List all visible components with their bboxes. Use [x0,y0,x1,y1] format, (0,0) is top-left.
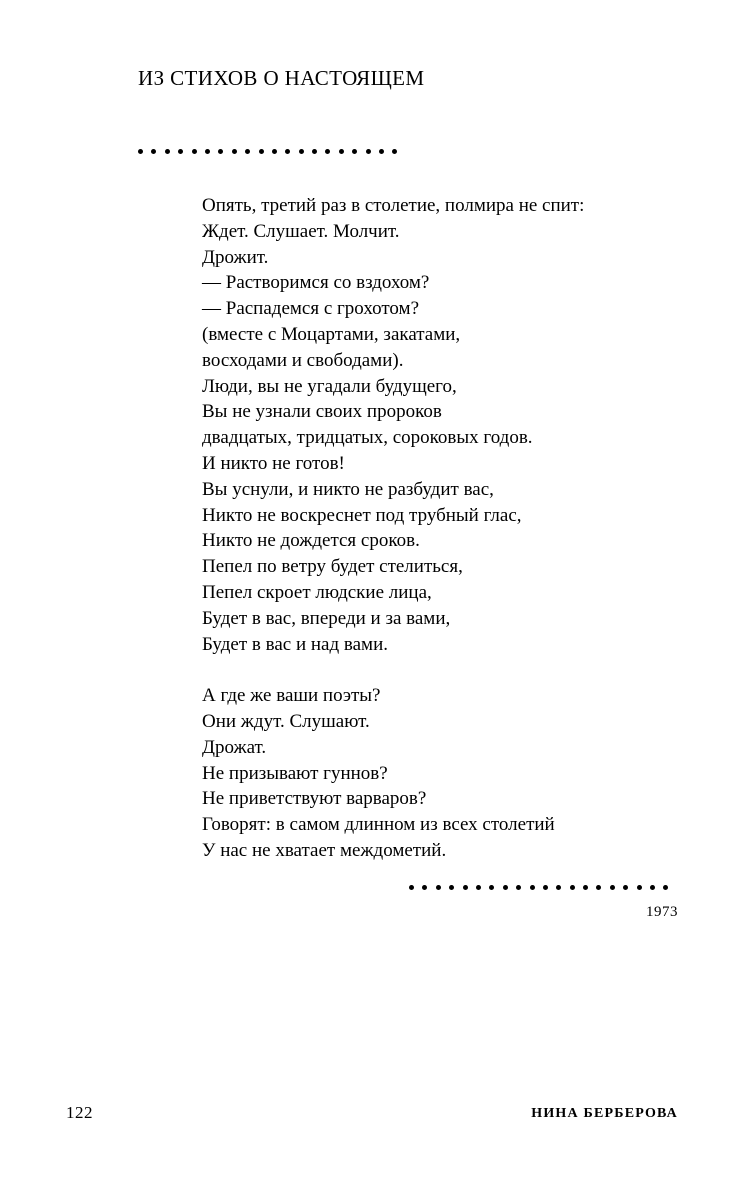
ornament-dot [178,149,183,154]
poem-line: Опять, третий раз в столетие, полмира не спит: [202,195,585,216]
ornament-dot [543,885,548,890]
ornament-dot [623,885,628,890]
ornament-dot [583,885,588,890]
poem-line: — Растворимся со вздохом? [202,272,430,294]
ornament-dot [449,885,454,890]
poem-line: А где же ваши поэты? [202,685,381,707]
poem-line: Не призывают гуннов? [202,762,388,784]
poem-line: Они ждут. Слушают. [202,710,370,732]
ornament-dot [151,149,156,154]
ornament-dot [650,885,655,890]
poem-line: Дрожит. [202,246,269,268]
page-number: 122 [66,1103,93,1122]
poem-line: И никто не готов! [202,452,345,474]
ornament-dot [392,149,397,154]
ornament-dot [232,149,237,154]
ornament-dot [285,149,290,154]
ornament-dot [556,885,561,890]
stanza-1 [202,193,584,657]
running-footer-author: НИНА БЕРБЕРОВА [531,1106,678,1121]
poem-line: (вместе с Моцартами, закатами, [202,323,461,345]
ornament-dot [379,149,384,154]
ornament-dot [325,149,330,154]
ornament-dot [516,885,521,890]
ornament-dot [366,149,371,154]
ornament-dot [436,885,441,890]
poem-line: Вы не узнали своих пророков [202,401,442,423]
top-dotted-ornament [138,149,406,154]
poem-line: Пепел скроет людские лица, [202,581,432,603]
poem-line: Не приветствуют варваров? [202,788,427,810]
poem-line: Ждет. Слушает. Молчит. [202,220,400,242]
ornament-dot [476,885,481,890]
poem-line: двадцатых, тридцатых, сороковых годов. [202,427,533,449]
poem-year: 1973 [646,904,678,920]
ornament-dot [192,149,197,154]
ornament-dot [663,885,668,890]
ornament-dot [299,149,304,154]
poem-line: Дрожат. [202,736,267,758]
ornament-dot [272,149,277,154]
poem-line: Говорят: в самом длинном из всех столетий [202,814,555,836]
ornament-dot [503,885,508,890]
ornament-dot [422,885,427,890]
ornament-dot [489,885,494,890]
bottom-dotted-ornament [409,885,677,890]
ornament-dot [409,885,414,890]
poem-line: — Распадемся с грохотом? [202,298,420,320]
ornament-dot [352,149,357,154]
poem-line: У нас не хватает междометий. [202,839,447,861]
poem-line: Вы уснули, и никто не разбудит вас, [202,478,494,500]
ornament-dot [165,149,170,154]
poem-line: восходами и свободами). [202,349,404,371]
ornament-dot [339,149,344,154]
poem-line: Будет в вас и над вами. [202,633,388,655]
poem-line: Пепел по ветру будет стелиться, [202,556,463,578]
ornament-dot [637,885,642,890]
ornament-dot [205,149,210,154]
ornament-dot [570,885,575,890]
ornament-dot [245,149,250,154]
poem-line: Люди, вы не угадали будущего, [202,375,457,397]
ornament-dot [138,149,143,154]
poem-line: Будет в вас, впереди и за вами, [202,607,451,629]
ornament-dot [530,885,535,890]
ornament-dot [463,885,468,890]
ornament-dot [610,885,615,890]
poem-title: ИЗ СТИХОВ О НАСТОЯЩЕМ [138,66,425,90]
ornament-dot [218,149,223,154]
ornament-dot [596,885,601,890]
ornament-dot [312,149,317,154]
poem-line: Никто не воскреснет под трубный глас, [202,504,522,526]
stanza-2 [202,683,584,864]
poem-line: Никто не дождется сроков. [202,530,420,552]
poem-body [202,193,584,864]
ornament-dot [259,149,264,154]
